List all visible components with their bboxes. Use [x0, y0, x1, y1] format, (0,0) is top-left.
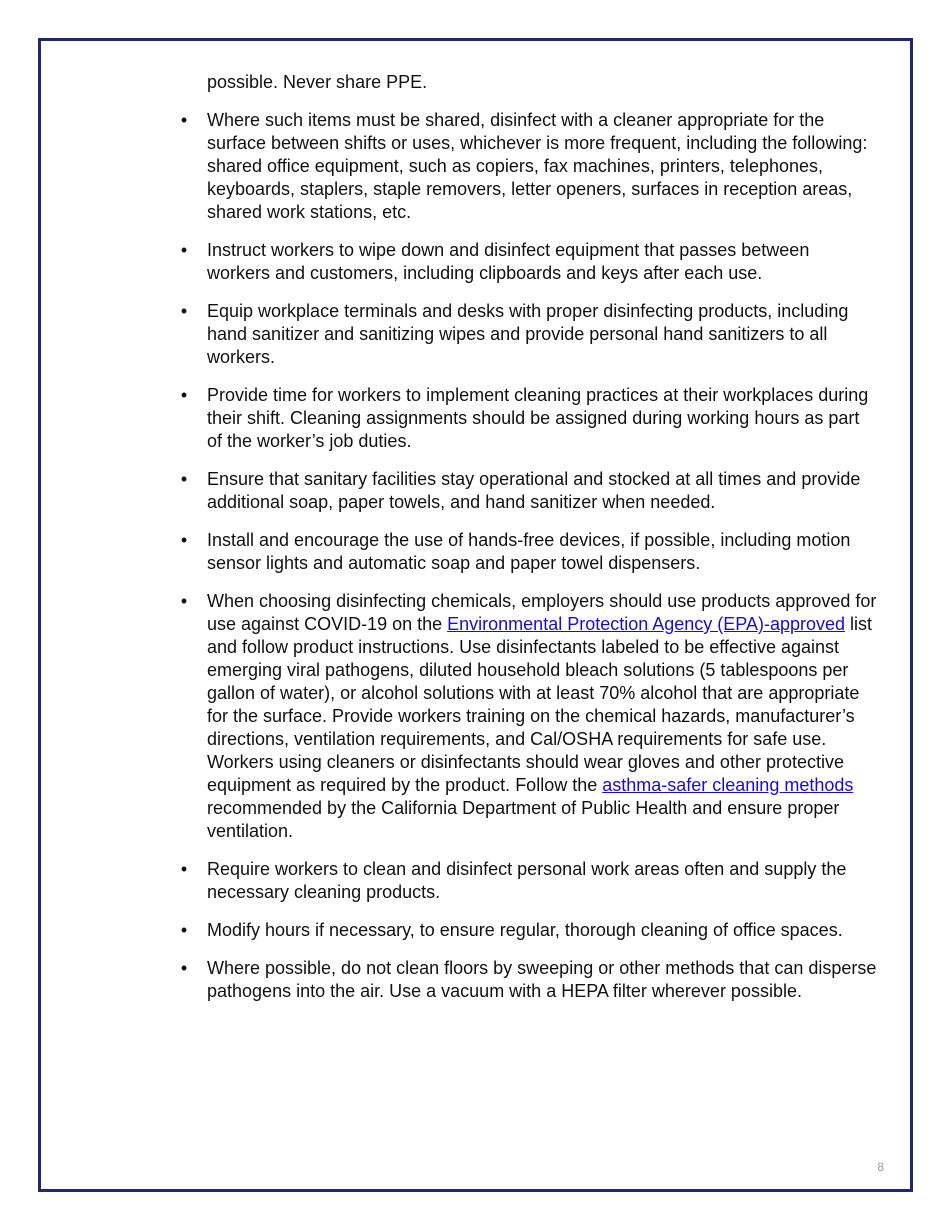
bullet-text: Install and encourage the use of hands-free devices, if possible, including motion sensor lights and automatic soap and paper towel dispensers.	[207, 530, 851, 573]
bullet-item-sanitary-facilities	[180, 468, 877, 514]
bullet-item-hands-free	[180, 529, 877, 575]
bullet-icon: •	[180, 958, 188, 978]
bullet-text-part: When choosing disinfecting chemicals, employers should use products approved for use against COVID-19 on the	[207, 591, 877, 634]
bullet-item-equip-terminals	[180, 300, 877, 369]
bullet-text: Modify hours if necessary, to ensure regular, thorough cleaning of office spaces.	[207, 920, 843, 940]
bullet-item-wipe-equipment	[180, 239, 877, 285]
bullet-list	[180, 109, 877, 1003]
bullet-text-part: list and follow product instructions. Use disinfectants labeled to be effective against emerging viral pathogens, diluted household bleach solutions (5 tablespoons per gallon of water), or alcohol solutions with at least 70% alcohol that are appropriate for the surface. Provide workers training on the chemical hazards, manufacturer’s directions, ventilation requirements, and Cal/OSHA requirements for safe use. Workers using cleaners or disinfectants should wear gloves and other protective equipment as required by the product. Follow the	[207, 614, 873, 795]
continued-paragraph: possible. Never share PPE.	[207, 72, 428, 92]
document-body	[180, 71, 877, 1018]
bullet-item-personal-work-areas	[180, 858, 877, 904]
bullet-icon: •	[180, 530, 188, 550]
bullet-icon: •	[180, 385, 188, 405]
asthma-safer-cleaning-link[interactable]: asthma-safer cleaning methods	[602, 775, 854, 795]
bullet-text: Instruct workers to wipe down and disinfect equipment that passes between workers and customers, including clipboards and keys after each use.	[207, 240, 810, 283]
bullet-item-shared-items	[180, 109, 877, 224]
epa-approved-link[interactable]: Environmental Protection Agency (EPA)-approved	[447, 614, 846, 634]
bullet-item-disinfecting-chemicals	[180, 590, 877, 843]
bullet-text: Provide time for workers to implement cleaning practices at their workplaces during their shift. Cleaning assignments should be assigned during working hours as part of the worker’s job duties.	[207, 385, 869, 451]
bullet-icon: •	[180, 591, 188, 611]
bullet-text: Ensure that sanitary facilities stay operational and stocked at all times and provide additional soap, paper towels, and hand sanitizer when needed.	[207, 469, 861, 512]
bullet-text-part: recommended by the California Department of Public Health and ensure proper ventilation.	[207, 798, 840, 841]
bullet-item-cleaning-time	[180, 384, 877, 453]
bullet-text: Where possible, do not clean floors by sweeping or other methods that can disperse pathogens into the air. Use a vacuum with a HEPA filter wherever possible.	[207, 958, 877, 1001]
bullet-text: Where such items must be shared, disinfect with a cleaner appropriate for the surface between shifts or uses, whichever is more frequent, including the following: shared office equipment, such as copiers, fax machines, printers, telephones, keyboards, staplers, staple removers, letter openers, surfaces in reception areas, shared work stations, etc.	[207, 110, 868, 222]
bullet-item-modify-hours	[180, 919, 877, 942]
bullet-item-floor-cleaning	[180, 957, 877, 1003]
bullet-icon: •	[180, 110, 188, 130]
bullet-icon: •	[180, 240, 188, 260]
bullet-icon: •	[180, 469, 188, 489]
bullet-icon: •	[180, 920, 188, 940]
bullet-text: Equip workplace terminals and desks with proper disinfecting products, including hand sanitizer and sanitizing wipes and provide personal hand sanitizers to all workers.	[207, 301, 849, 367]
bullet-icon: •	[180, 301, 188, 321]
bullet-icon: •	[180, 859, 188, 879]
page-number: 8	[877, 1160, 884, 1174]
bullet-text: Require workers to clean and disinfect personal work areas often and supply the necessary cleaning products.	[207, 859, 847, 902]
